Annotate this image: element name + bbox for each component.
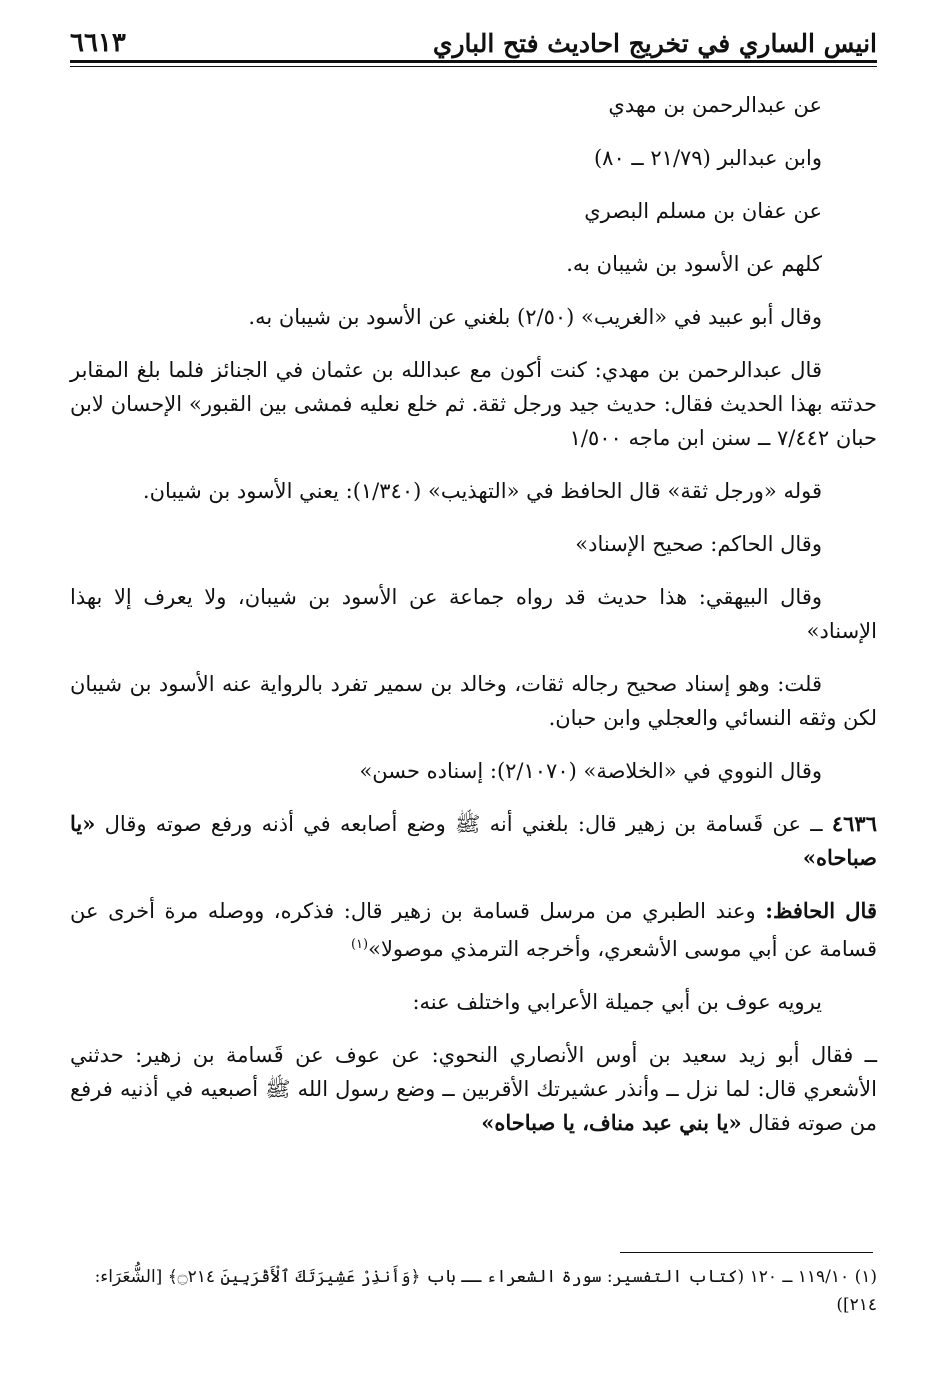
hadith-number: ٤٦٣٦ (831, 811, 877, 836)
page-number: ٦٦١٣ (70, 28, 126, 58)
running-header (70, 18, 877, 58)
hadith-text: ــ عن قَسامة بن زهير قال: بلغني أنه ﷺ وضع أصابعه في أذنه ورفع صوته وقال (104, 812, 823, 836)
paragraph: وقال أبو عبيد في «الغريب» (٢/٥٠) بلغني عن الأسود بن شيبان به. (248, 305, 822, 329)
hadith-quote: «يا صباحاه» (70, 811, 877, 870)
narration-quote: «يا بني عبد مناف، يا صباحاه» (481, 1110, 742, 1135)
hadith-entry (70, 807, 877, 875)
narration-text: ــ فقال أبو زيد سعيد بن أوس الأنصاري النحوي: عن عوف عن قَسامة بن زهير: حدثني الأشعري قال: لما نزل ــ وأنذر عشيرتك الأقربين ــ وضع رسول الله ﷺ أصبعيه في أذنيه فرفع من صوته فقال (70, 1043, 877, 1135)
paragraph: عن عبدالرحمن بن مهدي (608, 93, 822, 117)
paragraph: كلهم عن الأسود بن شيبان به. (566, 252, 822, 276)
footnote: (١) ١١٩/١٠ ــ ١٢٠ (كتاب التفسير: سورة الشعراء ــ باب ﴿وَأَنذِرْ عَشِيرَتَكَ ٱلْأَقْرَبِينَ ۝٢١٤﴾ [الشُّعَرَاء: ٢١٤]) (94, 1267, 877, 1315)
hafiz-text: وعند الطبري من مرسل قسامة بن زهير قال: فذكره، ووصله مرة أخرى عن قسامة عن أبي موسى الأشعري، وأخرجه الترمذي موصولا» (70, 899, 877, 961)
hafiz-label: قال الحافظ: (765, 898, 877, 923)
paragraph: وقال الحاكم: صحيح الإسناد» (575, 532, 822, 556)
hafiz-commentary (70, 894, 877, 966)
footnote-rule (620, 1252, 873, 1253)
narration-intro: يرويه عوف بن أبي جميلة الأعرابي واختلف عنه: (412, 990, 822, 1014)
paragraph: وقال النووي في «الخلاصة» (٢/١٠٧٠): إسناده حسن» (359, 759, 822, 783)
paragraph: قال عبدالرحمن بن مهدي: كنت أكون مع عبدالله بن عثمان في الجنائز فلما بلغ المقابر حدثته بهذا الحديث فقال: حديث جيد ورجل ثقة. ثم خلع نعليه فمشى بين القبور» الإحسان لابن حبان ٧/٤٤٢ ــ سنن ابن ماجه ١/٥٠٠ (70, 358, 877, 450)
paragraph: عن عفان بن مسلم البصري (584, 199, 822, 223)
narration (70, 1038, 877, 1140)
book-title: انيس الساري في تخريج احاديث فتح الباري (432, 29, 877, 58)
header-rule-thick (70, 60, 877, 63)
header-rule-thin (70, 66, 877, 67)
paragraph: قوله «ورجل ثقة» قال الحافظ في «التهذيب» (١/٣٤٠): يعني الأسود بن شيبان. (142, 479, 822, 503)
paragraph: وابن عبدالبر (٢١/٧٩ ــ ٨٠) (593, 146, 822, 170)
footnote-marker: (١) (350, 937, 369, 952)
paragraph: قلت: وهو إسناد صحيح رجاله ثقات، وخالد بن سمير تفرد بالرواية عنه الأسود بن شيبان لكن وثقه النسائي والعجلي وابن حبان. (70, 672, 877, 730)
main-text (70, 88, 877, 1159)
paragraph: وقال البيهقي: هذا حديث قد رواه جماعة عن الأسود بن شيبان، ولا يعرف إلا بهذا الإسناد» (70, 585, 877, 643)
